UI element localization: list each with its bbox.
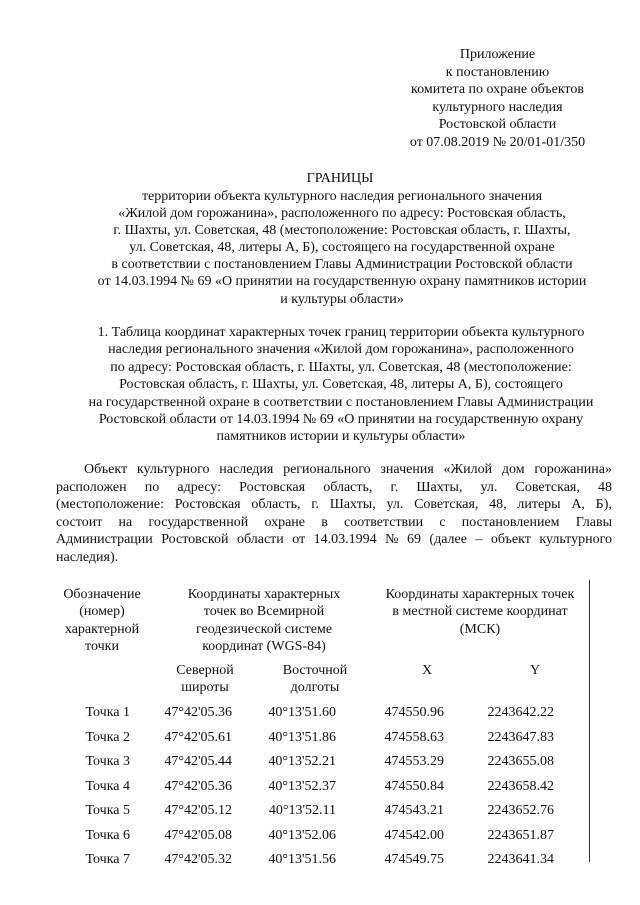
cell-north-latitude: 47°42'05.44 — [164, 754, 232, 769]
section-line: по адресу: Ростовская область, г. Шахты, ул. Советская, 48 (местоположение: — [110, 359, 572, 375]
cell-x: 474550.96 — [384, 705, 444, 720]
paragraph-word: «Жилой — [443, 462, 493, 477]
appendix-line: комитета по охране объектов — [411, 82, 584, 97]
paragraph-word: область, — [251, 497, 301, 513]
header-east-longitude: Восточной долготы — [282, 663, 348, 696]
heading-line: и культуры области» — [280, 291, 404, 307]
paragraph-word: расположен — [56, 479, 127, 495]
paragraph-word: наследия — [219, 462, 274, 477]
cell-north-latitude: 47°42'05.08 — [164, 827, 232, 843]
paragraph-word: объект — [490, 532, 531, 548]
cell-y: 2243647.83 — [487, 729, 554, 745]
paragraph-word: г. — [311, 497, 319, 513]
cell-point: Точка 7 — [85, 852, 130, 867]
header-point-designation: Обозначение (номер) характерной точки — [63, 587, 141, 655]
paragraph-word: на — [118, 514, 133, 530]
paragraph-word: области — [236, 532, 284, 548]
paragraph-word: Ростовской — [161, 532, 229, 548]
paragraph-word: охране — [264, 514, 306, 530]
section-line: Ростовская область, г. Шахты, ул. Советская, 48, литеры А, Б), состоящего — [119, 377, 563, 393]
paragraph-word: область, — [323, 479, 373, 495]
paragraph-word: Советская, — [414, 497, 479, 513]
paragraph-line — [56, 531, 612, 549]
cell-east-longitude: 40°13'52.21 — [268, 754, 336, 769]
header-x: X — [421, 663, 433, 678]
paragraph-word: Главы — [575, 514, 612, 530]
cell-x: 474549.75 — [384, 852, 444, 867]
paragraph-word: Советская, — [515, 479, 580, 495]
paragraph-word: Шахты, — [416, 479, 463, 495]
cell-north-latitude: 47°42'05.36 — [164, 778, 232, 794]
heading-line: от 14.03.1994 № 69 «О принятии на государственную охрану памятников истории — [97, 274, 587, 290]
cell-point: Точка 4 — [85, 778, 130, 794]
heading-line: в соответствии с постановлением Главы Администрации Ростовской области — [111, 257, 573, 273]
paragraph-word: соответствии — [344, 514, 424, 530]
cell-east-longitude: 40°13'52.37 — [268, 778, 336, 794]
header-y: Y — [529, 663, 541, 678]
paragraph-line — [56, 514, 612, 532]
cell-y: 2243652.76 — [487, 803, 554, 818]
paragraph-line — [56, 461, 612, 479]
paragraph-word: 14.03.1994 — [313, 532, 377, 548]
paragraph-word: по — [144, 479, 160, 495]
section-title — [58, 324, 624, 446]
cell-east-longitude: 40°13'52.11 — [268, 803, 336, 818]
paragraph-word: от — [292, 532, 306, 548]
paragraph-word: 48, — [489, 497, 507, 513]
document-heading — [62, 188, 622, 308]
cell-point: Точка 2 — [85, 729, 130, 745]
cell-x: 474542.00 — [384, 827, 444, 843]
paragraph-word: 69 — [406, 532, 421, 548]
paragraph-word: (далее — [429, 532, 467, 548]
cell-y: 2243642.22 — [487, 705, 554, 720]
cell-y: 2243641.34 — [487, 852, 554, 867]
cell-y: 2243658.42 — [487, 778, 554, 794]
heading-line: территории объекта культурного наследия регионального значения — [141, 189, 543, 204]
cell-north-latitude: 47°42'05.36 — [164, 705, 232, 720]
paragraph-word: регионального — [283, 462, 371, 477]
cell-north-latitude: 47°42'05.12 — [164, 803, 232, 818]
cell-y: 2243651.87 — [487, 827, 554, 843]
section-line: Ростовской области от 14.03.1994 № 69 «О принятии на государственную охрану — [98, 412, 584, 428]
cell-x: 474553.29 — [384, 754, 444, 769]
cell-point: Точка 6 — [85, 827, 130, 843]
heading-line: г. Шахты, ул. Советская, 48 (местоположение: Ростовская область, г. Шахты, — [113, 223, 571, 239]
cell-point: Точка 1 — [85, 705, 130, 720]
appendix-line: к постановлению — [445, 64, 550, 80]
paragraph-word: культурного — [136, 462, 210, 477]
appendix-line: культурного наследия — [432, 99, 563, 115]
cell-point: Точка 5 — [85, 803, 130, 818]
cell-north-latitude: 47°42'05.61 — [164, 729, 232, 745]
cell-point: Точка 3 — [85, 754, 130, 769]
paragraph-word: г. — [390, 479, 399, 495]
section-line: наследия регионального значения «Жилой дом горожанина», расположенного — [108, 342, 574, 358]
paragraph-word: Ростовская — [174, 497, 241, 513]
appendix-line: Ростовской области — [438, 117, 557, 132]
paragraph-word: № — [385, 532, 399, 548]
paragraph-word: 48 — [598, 479, 612, 495]
document-title: ГРАНИЦЫ — [306, 171, 374, 186]
appendix-line: Приложение — [459, 47, 536, 62]
paragraph-line — [56, 479, 612, 497]
appendix-line: от 07.08.2019 № 20/01-01/350 — [409, 134, 586, 150]
paragraph-word: ул. — [480, 479, 498, 495]
paragraph-last-line: наследия). — [56, 549, 119, 565]
header-msk: Координаты характерных точек в местной системе координат (МСК) — [385, 587, 575, 637]
cell-east-longitude: 40°13'52.06 — [268, 827, 336, 843]
paragraph-word: государственной — [148, 514, 249, 530]
header-wgs84: Координаты характерных точек во Всемирной геодезической системе координат (WGS-84) — [187, 587, 341, 655]
cell-y: 2243655.08 — [487, 754, 554, 769]
paragraph-word: Администрации — [56, 532, 153, 548]
paragraph-line — [56, 496, 612, 514]
paragraph-word: ул. — [386, 497, 404, 513]
cell-east-longitude: 40°13'51.56 — [268, 852, 336, 867]
heading-line: «Жилой дом горожанина», расположенного по адресу: Ростовская область, — [118, 206, 566, 222]
paragraph-word: с — [439, 514, 446, 530]
body-paragraph — [56, 461, 612, 567]
paragraph-word: состоит — [56, 514, 103, 530]
paragraph-word: значения — [380, 462, 434, 477]
paragraph-word: горожанина» — [534, 462, 612, 477]
paragraph-word: Б), — [595, 497, 612, 513]
paragraph-word: Шахты, — [329, 497, 376, 513]
paragraph-word: Ростовская — [239, 479, 306, 495]
paragraph-word: в — [321, 514, 328, 530]
cell-east-longitude: 40°13'51.86 — [268, 729, 336, 745]
paragraph-word: адресу: — [177, 479, 221, 495]
paragraph-word: А, — [571, 497, 585, 513]
paragraph-word: литеры — [517, 497, 561, 513]
section-line: 1. Таблица координат характерных точек границ территории объекта культурного — [97, 325, 585, 340]
paragraph-word: – — [475, 532, 483, 548]
paragraph-word: (местоположение: — [56, 497, 164, 513]
appendix-block — [400, 46, 595, 151]
section-line: на государственной охране в соответствии с постановлением Главы Администрации — [88, 394, 594, 410]
paragraph-word: Объект — [84, 462, 128, 477]
cell-east-longitude: 40°13'51.60 — [268, 705, 336, 720]
cell-x: 474550.84 — [384, 778, 444, 794]
paragraph-word: дом — [501, 462, 525, 477]
section-line: памятников истории и культуры области» — [216, 429, 466, 445]
heading-line: ул. Советская, 48, литеры А, Б), состоящего на государственной охране — [129, 240, 555, 256]
paragraph-word: культурного — [539, 532, 612, 548]
cell-x: 474543.21 — [384, 803, 444, 818]
header-north-latitude: Северной широты — [176, 663, 234, 696]
paragraph-word: постановлением — [461, 514, 560, 530]
cell-x: 474558.63 — [384, 729, 444, 745]
cell-north-latitude: 47°42'05.32 — [164, 852, 232, 867]
